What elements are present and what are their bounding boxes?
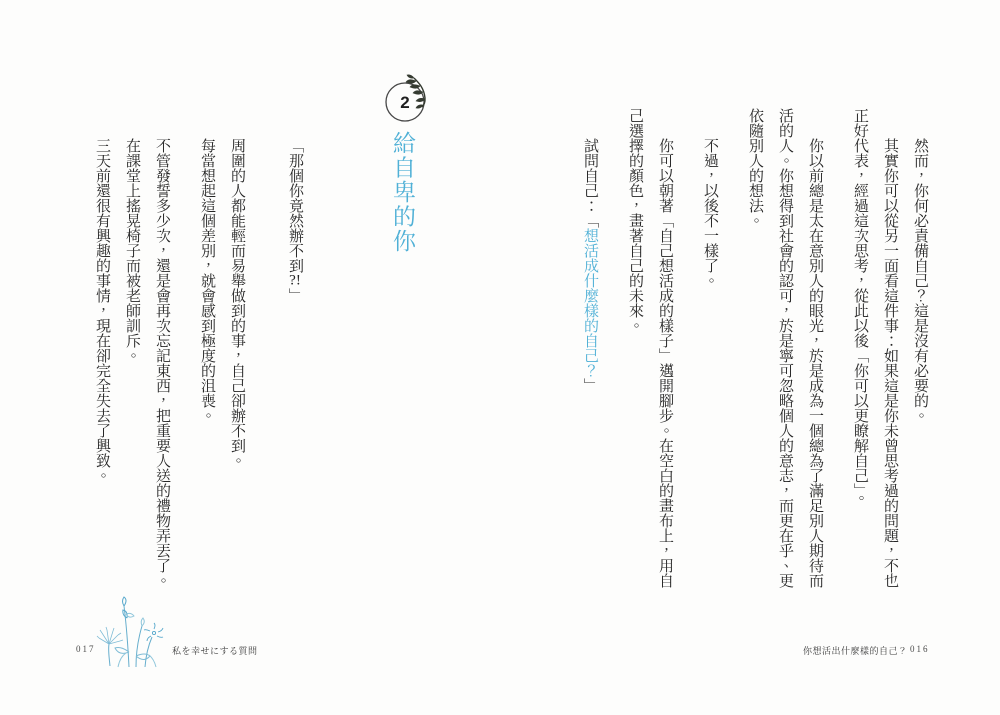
running-title: 你想活出什麼樣的自己？ — [803, 646, 908, 656]
page-number: 017 — [76, 644, 96, 654]
body-text-right — [575, 108, 935, 600]
quote-exclamation: ?! — [289, 273, 301, 288]
paragraph: 其實你可以從另一面看這件事：如果這是你未曾思考過的問題，不也正好代表，經過這次思考，從此以後「你可以更瞭解自己」。 — [852, 108, 898, 588]
paragraph: 你以前總是太在意別人的眼光，於是成為一個總為了滿足別人期待而活的人。你想得到社會的認可，於是寧可忽略個人的意志，而更在乎、更依隨別人的想法。 — [747, 108, 823, 588]
chapter-number: 2 — [400, 93, 410, 112]
paragraph: 在課堂上搖晃椅子而被老師訓斥。 — [124, 138, 140, 363]
question-suffix: 」 — [582, 378, 598, 393]
highlight-text: 想活成什麼樣的自己？ — [582, 228, 598, 378]
paragraph: 不過，以後不一樣了。 — [702, 138, 718, 288]
page-number: 016 — [910, 644, 930, 654]
paragraph: 每當想起這個差別，就會感到極度的沮喪。 — [199, 138, 215, 423]
paragraph: 三天前還很有興趣的事情，現在卻完全失去了興致。 — [94, 138, 110, 483]
paragraph: 周圍的人都能輕而易舉做到的事，自己卻辦不到。 — [229, 138, 245, 468]
question-paragraph — [575, 108, 605, 600]
quote-suffix: 」 — [287, 288, 303, 303]
paragraph: 然而，你何必責備自己？這是沒有必要的。 — [912, 138, 928, 423]
running-title: 私を幸せにする質問 — [172, 646, 258, 656]
chapter-title: 給自卑的你 — [390, 131, 415, 254]
quote-paragraph — [280, 108, 310, 600]
question-prefix: 試問自己：「 — [582, 138, 598, 228]
chapter-badge — [381, 74, 437, 128]
body-text-left — [87, 108, 310, 600]
quote-prefix: 「那個你竟然辦不到 — [287, 138, 303, 273]
paragraph: 不管發誓多少次，還是會再次忘記東西，把重要人送的禮物弄丟了。 — [154, 138, 170, 588]
wildflower-icon — [96, 592, 170, 668]
paragraph: 你可以朝著「自己想活成的樣子」邁開腳步。在空白的畫布上，用自己選擇的顏色，畫著自己的未來。 — [627, 108, 673, 588]
